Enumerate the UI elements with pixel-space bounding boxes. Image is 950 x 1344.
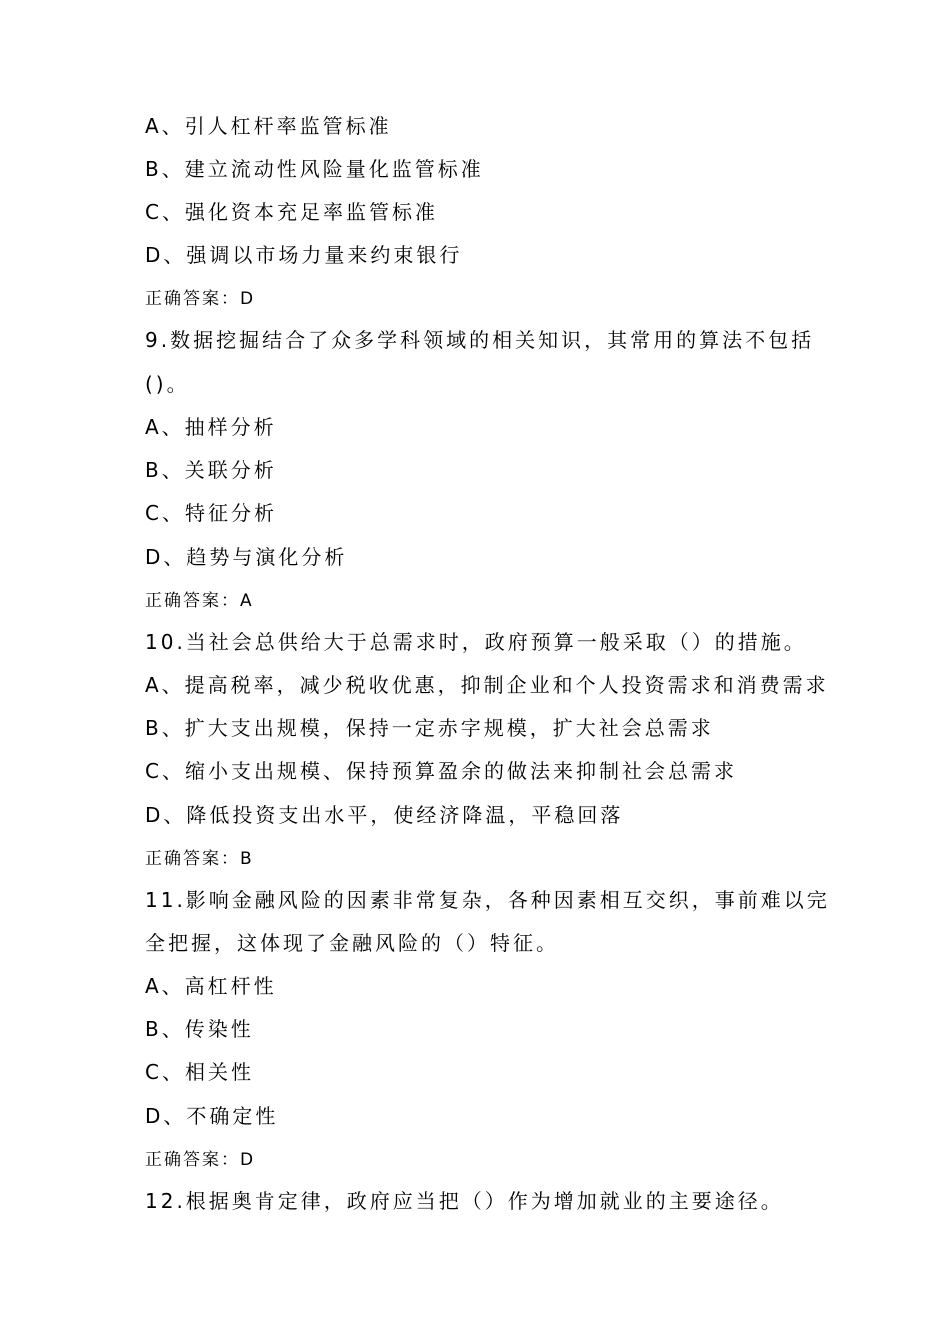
- q10-option-a: A、提高税率，减少税收优惠，抑制企业和个人投资需求和消费需求: [145, 673, 829, 697]
- q11-answer: 正确答案：D: [145, 1150, 256, 1170]
- q12-question-line-1: 12.根据奥肯定律，政府应当把（）作为增加就业的主要途径。: [145, 1189, 784, 1213]
- q10-answer: 正确答案：B: [145, 849, 254, 869]
- q10-option-b: B、扩大支出规模，保持一定赤字规模，扩大社会总需求: [145, 716, 714, 740]
- q9-option-a: A、抽样分析: [145, 415, 277, 439]
- q9-question-line-2: ()。: [145, 372, 190, 396]
- q8-option-b: B、建立流动性风险量化监管标准: [145, 157, 484, 181]
- q9-question-line-1: 9.数据挖掘结合了众多学科领域的相关知识，其常用的算法不包括: [145, 328, 815, 352]
- q9-option-c: C、特征分析: [145, 501, 277, 525]
- q11-option-d: D、不确定性: [145, 1104, 279, 1128]
- q8-option-c: C、强化资本充足率监管标准: [145, 200, 438, 224]
- q10-question-line-1: 10.当社会总供给大于总需求时，政府预算一般采取（）的措施。: [145, 630, 807, 654]
- q8-answer: 正确答案：D: [145, 289, 256, 309]
- q11-question-line-1: 11.影响金融风险的因素非常复杂，各种因素相互交织，事前难以完: [145, 888, 830, 912]
- q9-answer: 正确答案：A: [145, 591, 254, 611]
- q11-question-line-2: 全把握，这体现了金融风险的（）特征。: [145, 931, 559, 955]
- q10-option-d: D、降低投资支出水平，使经济降温，平稳回落: [145, 803, 624, 827]
- q9-option-b: B、关联分析: [145, 458, 277, 482]
- q11-option-a: A、高杠杆性: [145, 974, 277, 998]
- q8-option-a: A、引人杠杆率监管标准: [145, 114, 392, 138]
- q11-option-c: C、相关性: [145, 1060, 254, 1084]
- q8-option-d: D、强调以市场力量来约束银行: [145, 243, 463, 267]
- q11-option-b: B、传染性: [145, 1017, 254, 1041]
- q9-option-d: D、趋势与演化分析: [145, 545, 348, 569]
- q10-option-c: C、缩小支出规模、保持预算盈余的做法来抑制社会总需求: [145, 759, 737, 783]
